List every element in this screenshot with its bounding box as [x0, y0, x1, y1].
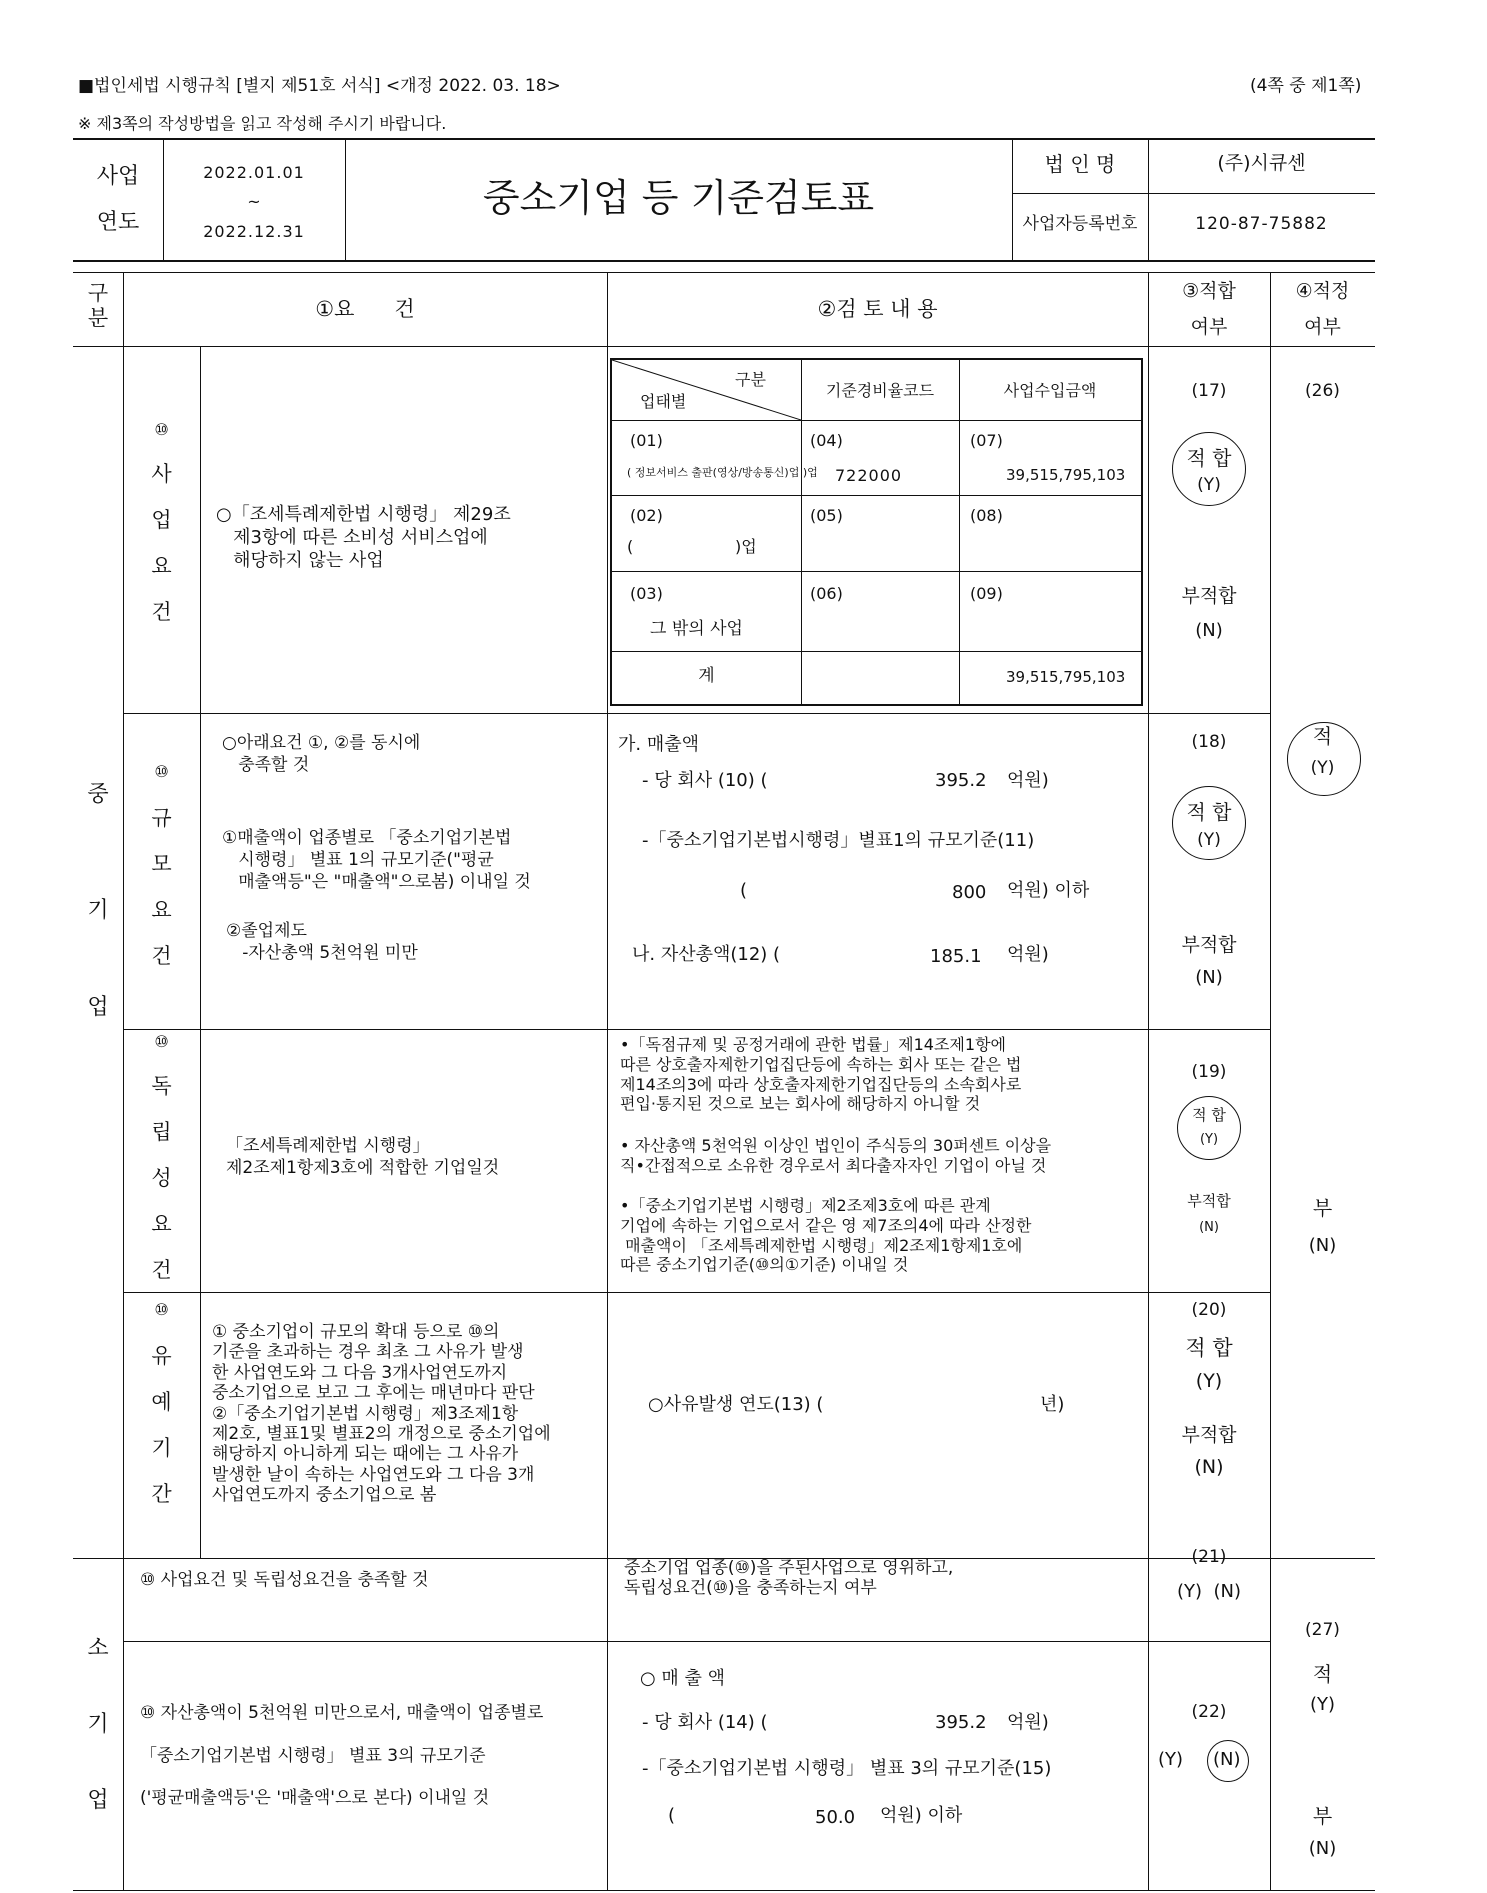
business-table-line [612, 571, 1141, 572]
row104-label: 예 [151, 1390, 172, 1414]
year-label: 연도 [96, 210, 140, 235]
row103-review-3: •「중소기업기본법 시행령」제2조제3호에 따른 관계 기업에 속하는 기업으로서 같은 영 제7조의4에 따라 산정한 매출액이 「조세특례제한법 시행령」제2조제1항제1호에 따른 중소기업기준(⑩의①기준) 이내일 것 [620, 1196, 1032, 1275]
row106-standard-unit: 억원) 이하 [880, 1805, 963, 1826]
row103-fit-code: (19) [1191, 1062, 1227, 1082]
business-row1-code: (01) [630, 431, 663, 450]
row103-label: 독 [151, 1074, 172, 1098]
title-divider [1012, 193, 1375, 194]
row102-adequacy-yes-y: (Y) [1310, 758, 1335, 778]
row101-label: 요 [151, 554, 172, 578]
row102-label: 규 [151, 806, 172, 830]
business-row3-code3: (09) [970, 584, 1003, 603]
review-header: ②검 토 내 용 [817, 297, 938, 321]
row103-label: 립 [151, 1120, 172, 1144]
row102-assets-unit: 억원) [1007, 944, 1049, 965]
row104-fit-code: (20) [1191, 1300, 1227, 1320]
row103-fit-no-n: (N) [1199, 1220, 1219, 1235]
business-row2-code3: (08) [970, 506, 1003, 525]
business-row3-code: (03) [630, 584, 663, 603]
page-title: 중소기업 등 기준검토표 [482, 176, 875, 220]
row102-fit-no: 부적합 [1181, 934, 1237, 956]
business-row3-name: 그 밖의 사업 [650, 619, 743, 639]
year-label: 사업 [96, 164, 140, 189]
row104-review-unit: 년) [1040, 1394, 1065, 1415]
biz-no-label: 사업자등록번호 [1022, 214, 1138, 234]
bottom-border [73, 1890, 1375, 1891]
column-header-border [73, 346, 1375, 347]
row102-sales-heading: 가. 매출액 [618, 734, 699, 755]
row106-requirement-3: ('평균매출액등'은 '매출액'으로 본다) 이내일 것 [140, 1788, 490, 1808]
row-border [123, 713, 1270, 714]
row105-review: 중소기업 업종(⑩)을 주된사업으로 영위하고, 독립성요건(⑩)을 충족하는지 여부 [624, 1558, 954, 1599]
business-row1-name: ( 정보서비스 출판(영상/방송통신)업 )업 [627, 466, 818, 479]
fit-header: ③적합 [1182, 280, 1236, 302]
row102-standard-value: 800 [952, 882, 987, 903]
row101-fit-no-n: (N) [1195, 620, 1223, 641]
page-info: (4쪽 중 제1쪽) [1250, 76, 1362, 96]
business-row2-name: ( )업 [627, 537, 757, 556]
business-table-col-code: 기준경비율코드 [825, 381, 935, 400]
row104-requirement: ① 중소기업이 규모의 확대 등으로 ⑩의 기준을 초과하는 경우 최초 그 사유가 발생 한 사업연도와 그 다음 3개사업연도까지 중소기업으로 보고 그 후에는 매년마다 판단 ②「중소기업기본법 시행령」제3조제1항 제2호, 별표1및 별표2의 개정으로 중소기업에 해당하지 아니하게 되는 때에는 그 사유가 발생한 날이 속하는 사업연도와 그 다음 3개 사업연도까지 중소기업으로 봄 [212, 1322, 551, 1506]
row106-fit-code: (22) [1191, 1702, 1227, 1722]
business-table-corner-top: 구분 [735, 370, 766, 389]
row102-fit-code: (18) [1191, 732, 1227, 752]
row106-fit-n: (N) [1213, 1749, 1241, 1770]
row104-label: 유 [151, 1344, 172, 1368]
row106-standard-label: -「중소기업기본법 시행령」 별표 3의 규모기준(15) [642, 1758, 1052, 1779]
fit-header: 여부 [1190, 316, 1228, 338]
period-separator: ~ [247, 192, 261, 211]
corp-name-label: 법 인 명 [1044, 152, 1116, 176]
row102-company-sales-unit: 억원) [1007, 770, 1049, 791]
section-sme-label: 중 [87, 782, 109, 807]
row106-requirement-1: ⑩ 자산총액이 5천억원 미만으로서, 매출액이 업종별로 [140, 1703, 544, 1723]
header-top-border [73, 272, 1375, 273]
row101-fit-no: 부적합 [1181, 585, 1237, 607]
row101-fit-yes-y: (Y) [1197, 475, 1221, 495]
biz-no: 120-87-75882 [1195, 214, 1328, 234]
row-border [123, 1029, 1270, 1030]
adequacy-header: 여부 [1304, 316, 1341, 338]
business-row1-amount: 39,515,795,103 [1006, 466, 1126, 484]
section-sme-label: 기 [87, 898, 109, 923]
business-table-col-amount: 사업수입금액 [1003, 381, 1097, 400]
row102-standard-label: -「중소기업기본법시행령」별표1의 규모기준(11) [642, 830, 1035, 851]
period-end: 2022.12.31 [203, 222, 305, 241]
row102-label: 건 [151, 944, 172, 968]
row103-adequacy-no-n: (N) [1308, 1235, 1337, 1256]
row106-company-sales-label: - 당 회사 (14) ( [642, 1712, 768, 1733]
row102-company-sales-value: 395.2 [935, 770, 987, 791]
row106-fit-y: (Y) [1158, 1749, 1184, 1770]
row104-label: 기 [151, 1436, 172, 1460]
adequacy-header: ④적정 [1295, 280, 1350, 302]
row106-adequacy-code: (27) [1305, 1620, 1340, 1640]
row101-requirement: ○「조세특례제한법 시행령」 제29조 제3항에 따른 소비성 서비스업에 해당하지 않는 사업 [216, 504, 511, 572]
row102-company-sales-label: - 당 회사 (10) ( [642, 770, 768, 791]
row101-number: ⑩ [154, 420, 169, 439]
row103-fit-yes: 적 합 [1192, 1106, 1226, 1124]
row102-fit-yes: 적 합 [1186, 800, 1232, 824]
business-table-corner-bottom: 업태별 [640, 392, 687, 411]
business-row2-code2: (05) [810, 506, 843, 525]
form-reference: ■법인세법 시행규칙 [별지 제51호 서식] <개정 2022. 03. 18> [78, 76, 561, 96]
row102-requirement-3: ②졸업제도 -자산총액 5천억원 미만 [226, 921, 418, 963]
section-small-label: 기 [87, 1712, 109, 1737]
row103-adequacy-no: 부 [1312, 1196, 1333, 1220]
business-row1-std-code: 722000 [835, 466, 903, 485]
business-table-line [959, 360, 960, 704]
row101-adequacy-code: (26) [1305, 381, 1340, 401]
row106-standard-value: 50.0 [815, 1807, 856, 1828]
row103-fit-yes-y: (Y) [1199, 1132, 1219, 1147]
column-divider [200, 346, 201, 1558]
row103-number: ⑩ [154, 1032, 169, 1051]
business-table-line [612, 495, 1141, 496]
business-table-line [801, 360, 802, 704]
section-sme-label: 업 [87, 995, 109, 1020]
row105-fit-code: (21) [1191, 1547, 1227, 1567]
row106-requirement-2: 「중소기업기본법 시행령」 별표 3의 규모기준 [140, 1746, 486, 1766]
business-table-line [612, 651, 1141, 652]
row103-label: 건 [151, 1258, 172, 1282]
row102-fit-yes-y: (Y) [1197, 830, 1221, 850]
row106-company-sales-unit: 억원) [1007, 1712, 1049, 1733]
business-table-line [612, 420, 1141, 421]
row102-requirement-2: ①매출액이 업종별로 「중소기업기본법 시행령」 별표 1의 규모기준("평균 매출액등"은 "매출액"으로봄) 이내일 것 [222, 828, 531, 892]
column-divider [607, 272, 608, 1890]
row104-label: 간 [151, 1482, 172, 1506]
row102-standard-unit: 억원) 이하 [1007, 880, 1090, 901]
row103-label: 요 [151, 1212, 172, 1236]
title-top-border [73, 138, 1375, 140]
row106-sales-heading: ○ 매 출 액 [640, 1668, 726, 1689]
row103-label: 성 [151, 1166, 172, 1190]
business-row1-code2: (04) [810, 431, 843, 450]
requirement-header: ①요 건 [315, 297, 415, 321]
row104-review: ○사유발생 연도(13) ( [648, 1394, 824, 1415]
row104-fit-no: 부적합 [1181, 1424, 1237, 1446]
row103-review-1: •「독점규제 및 공정거래에 관한 법률」제14조제1항에 따른 상호출자제한기업집단등에 속하는 회사 또는 같은 법 제14조의3에 따라 상호출자제한기업집단등의 소속회사로 편입·통지된 것으로 보는 회사에 해당하지 아니할 것 [620, 1035, 1022, 1114]
business-total-amount: 39,515,795,103 [1006, 668, 1126, 686]
section-small-label: 업 [87, 1788, 109, 1813]
column-divider [1270, 272, 1271, 1890]
row103-requirement: 「조세특례제한법 시행령」 제2조제1항제3호에 적합한 기업일것 [226, 1136, 500, 1178]
row102-label: 모 [151, 852, 172, 876]
row106-adequacy-no: 부 [1312, 1804, 1333, 1828]
row101-label: 건 [151, 600, 172, 624]
row101-fit-code: (17) [1191, 381, 1227, 401]
row104-number: ⑩ [154, 1300, 169, 1319]
row101-label: 업 [151, 508, 172, 532]
business-row2-code: (02) [630, 506, 663, 525]
division-header: 구 분 [87, 281, 109, 330]
row102-assets-label: 나. 자산총액(12) ( [632, 944, 781, 965]
row102-fit-no-n: (N) [1195, 967, 1223, 988]
row102-adequacy-yes: 적 [1312, 724, 1333, 748]
row-border [123, 1292, 1270, 1293]
row104-fit-yes: 적 합 [1185, 1336, 1233, 1360]
corp-name: (주)시큐센 [1217, 152, 1306, 174]
notice-text: ※ 제3쪽의 작성방법을 읽고 작성해 주시기 바랍니다. [78, 114, 447, 133]
row104-fit-yes-y: (Y) [1195, 1370, 1223, 1392]
row105-fit-options: (Y) (N) [1177, 1581, 1241, 1602]
row102-number: ⑩ [154, 762, 169, 781]
row101-label: 사 [151, 462, 172, 486]
title-bottom-border [73, 260, 1375, 262]
row101-fit-yes: 적 합 [1186, 446, 1232, 470]
row106-adequacy-yes-y: (Y) [1309, 1694, 1336, 1715]
period-start: 2022.01.01 [203, 163, 305, 182]
row105-requirement: ⑩ 사업요건 및 독립성요건을 충족할 것 [140, 1570, 429, 1590]
row103-fit-no: 부적합 [1187, 1192, 1231, 1210]
row106-standard-open: ( [668, 1805, 676, 1826]
section-small-label: 소 [87, 1636, 109, 1661]
row102-assets-value: 185.1 [930, 946, 982, 967]
row106-adequacy-no-n: (N) [1308, 1838, 1337, 1859]
business-row3-code2: (06) [810, 584, 843, 603]
row106-adequacy-yes: 적 [1312, 1662, 1333, 1686]
row102-label: 요 [151, 898, 172, 922]
row106-company-sales-value: 395.2 [935, 1712, 987, 1733]
row102-requirement-1: ○아래요건 ①, ②를 동시에 충족할 것 [222, 733, 421, 775]
business-row1-code3: (07) [970, 431, 1003, 450]
row102-standard-open: ( [740, 880, 748, 901]
row103-review-2: • 자산총액 5천억원 이상인 법인이 주식등의 30퍼센트 이상을 직•간접적으로 소유한 경우로서 최다출자자인 기업이 아닐 것 [620, 1136, 1052, 1175]
row-border [123, 1641, 1270, 1642]
row104-fit-no-n: (N) [1194, 1456, 1224, 1478]
business-total-label: 계 [698, 666, 715, 686]
